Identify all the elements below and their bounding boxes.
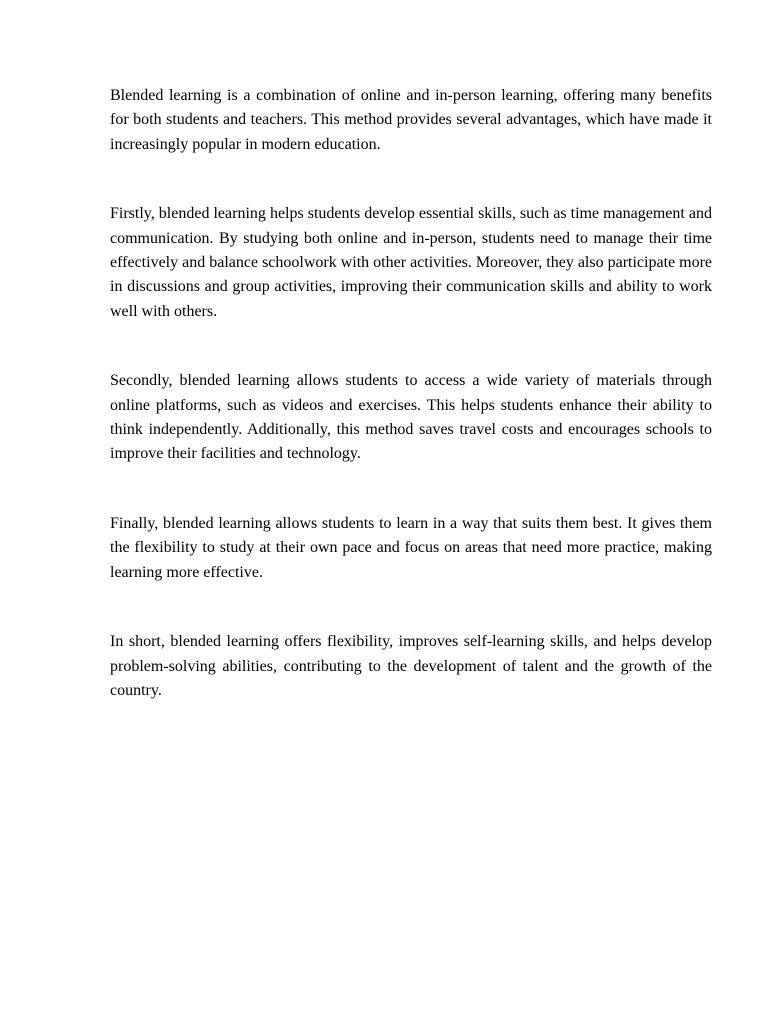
paragraph-finally: Finally, blended learning allows students to learn in a way that suits them best. It gives them the flexibility to study at their own pace and focus on areas that need more practice, making learning more effective. [110, 514, 712, 581]
paragraph-firstly: Firstly, blended learning helps students develop essential skills, such as time management and communication. By studying both online and in-person, students need to manage their time effectively and balance schoolwork with other activities. Moreover, they also participate more in discussions and group activities, improving their communication skills and ability to work well with others. [110, 205, 712, 320]
paragraph-conclusion: In short, blended learning offers flexibility, improves self-learning skills, and helps develop problem-solving abilities, contributing to the development of talent and the growth of the country. [110, 633, 712, 699]
paragraph-introduction: Blended learning is a combination of online and in-person learning, offering many benefits for both students and teachers. This method provides several advantages, which have made it increasingly popular in modern education. [110, 87, 712, 153]
document-body [110, 84, 712, 703]
paragraph-secondly: Secondly, blended learning allows students to access a wide variety of materials through online platforms, such as videos and exercises. This helps students enhance their ability to think independently. Additionally, this method saves travel costs and encourages schools to improve their facilities and technology. [110, 372, 712, 463]
